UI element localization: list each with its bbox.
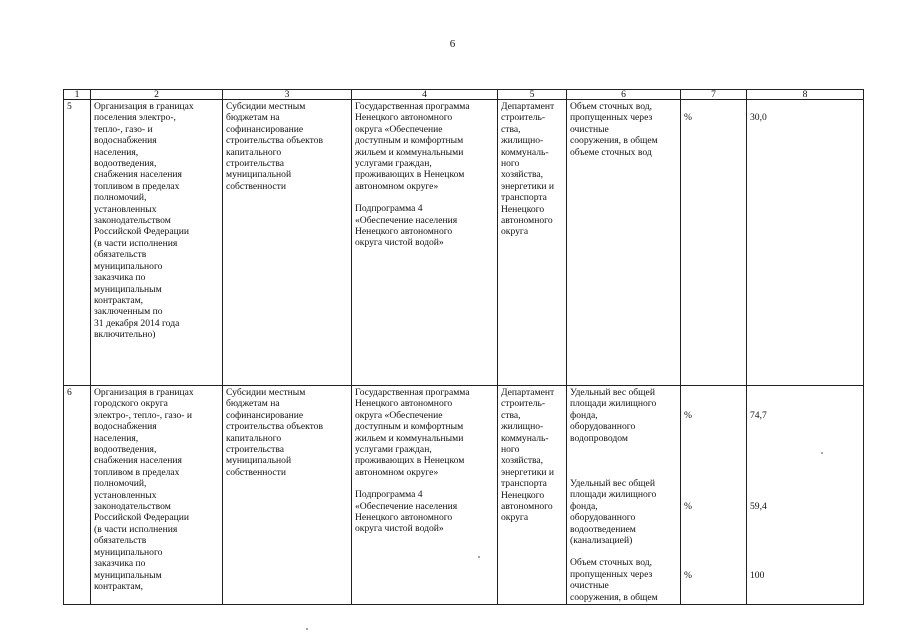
subsidy-cell: [223, 100, 352, 386]
indicator-cell: [567, 386, 681, 605]
header-cell: 3: [223, 90, 352, 100]
header-cell: 8: [747, 90, 864, 100]
table-row: [64, 100, 864, 386]
indicator-unit: %: [684, 112, 692, 123]
program-text: Государственная программа Ненецкого автономного округа «Обеспечение доступным и комфортным жильем и коммунальными услугами граждан, проживающих в Ненецком автономном округе»: [355, 101, 470, 192]
program-cell: [352, 386, 498, 605]
row-number: 6: [67, 387, 72, 398]
activity-text: Организация в границах поселения электро-, тепло-, газо- и водоснабжения населения, водоотведения, снабжения населения топливом в пределах полномочий, установленных законодательством Российской Федерации (в части исполнения обязательств муниципального заказчика по муниципальным контрактам, заключенным по 31 декабря 2014 года включительно): [94, 101, 194, 341]
document-table: [63, 89, 864, 605]
header-cell: 5: [498, 90, 567, 100]
indicator-value: 30,0: [750, 112, 767, 123]
table-header-row: [64, 90, 864, 100]
row-number-cell: [64, 100, 91, 386]
indicator-unit: %: [684, 501, 692, 513]
indicator-cell: [567, 100, 681, 386]
table-row: [64, 386, 864, 605]
subsidy-text: Субсидии местным бюджетам на софинансирование строительства объектов капитального строительства муниципальной собственности: [226, 101, 324, 192]
indicator-unit: %: [684, 410, 692, 421]
unit-cell: [681, 386, 747, 605]
value-cell: [747, 100, 864, 386]
scan-speck: [478, 556, 480, 558]
department-text: Департамент строитель- ства, жилищно- коммуналь- ного хозяйства, энергетики и транспорта Ненецкого автономного округа: [501, 387, 555, 524]
subsidy-text: Субсидии местным бюджетам на софинансирование строительства объектов капитального строительства муниципальной собственности: [226, 387, 324, 478]
indicator-name: Объем сточных вод, пропущенных через очистные сооружения, в общем объеме сточных вод: [570, 101, 658, 158]
scan-speck: [306, 628, 308, 630]
activity-text: Организация в границах городского округа электро-, тепло-, газо- и водоснабжения населения, водоотведения, снабжения населения топливом в пределах полномочий, установленных законодательством Российской Федерации (в части исполнения обязательств муниципального заказчика по муниципальным контрактам,: [94, 387, 194, 592]
program-cell: [352, 100, 498, 386]
row-number-cell: [64, 386, 91, 605]
row-number: 5: [67, 101, 72, 112]
header-cell: 2: [91, 90, 223, 100]
header-cell: 7: [681, 90, 747, 100]
subsidy-cell: [223, 386, 352, 605]
department-text: Департамент строитель- ства, жилищно- коммуналь- ного хозяйства, энергетики и транспорта Ненецкого автономного округа: [501, 101, 555, 238]
indicator-name: Удельный вес общей площади жилищного фонда, оборудованного водоотведением (канализацией): [570, 478, 657, 547]
indicator-name: Удельный вес общей площади жилищного фонда, оборудованного водопроводом: [570, 387, 657, 444]
indicator-name: Объем сточных вод, пропущенных через очистные сооружения, в общем: [570, 557, 658, 603]
activity-cell: [91, 100, 223, 386]
subprogram-text: Подпрограмма 4 «Обеспечение населения Ненецкого автономного округа чистой водой»: [355, 489, 458, 535]
scan-speck: [821, 452, 823, 454]
header-cell: 1: [64, 90, 91, 100]
activity-cell: [91, 386, 223, 605]
indicator-value: 100: [750, 569, 765, 581]
indicator-value: 59,4: [750, 501, 767, 513]
indicator-unit: %: [684, 569, 692, 581]
page-number: 6: [449, 38, 456, 50]
indicator-value: 74,7: [750, 410, 767, 421]
subprogram-text: Подпрограмма 4 «Обеспечение населения Ненецкого автономного округа чистой водой»: [355, 203, 458, 249]
program-text: Государственная программа Ненецкого автономного округа «Обеспечение доступным и комфортным жильем и коммунальными услугами граждан, проживающих в Ненецком автономном округе»: [355, 387, 470, 478]
header-cell: 6: [567, 90, 681, 100]
unit-cell: [681, 100, 747, 386]
header-cell: 4: [352, 90, 498, 100]
value-cell: [747, 386, 864, 605]
department-cell: [498, 100, 567, 386]
department-cell: [498, 386, 567, 605]
